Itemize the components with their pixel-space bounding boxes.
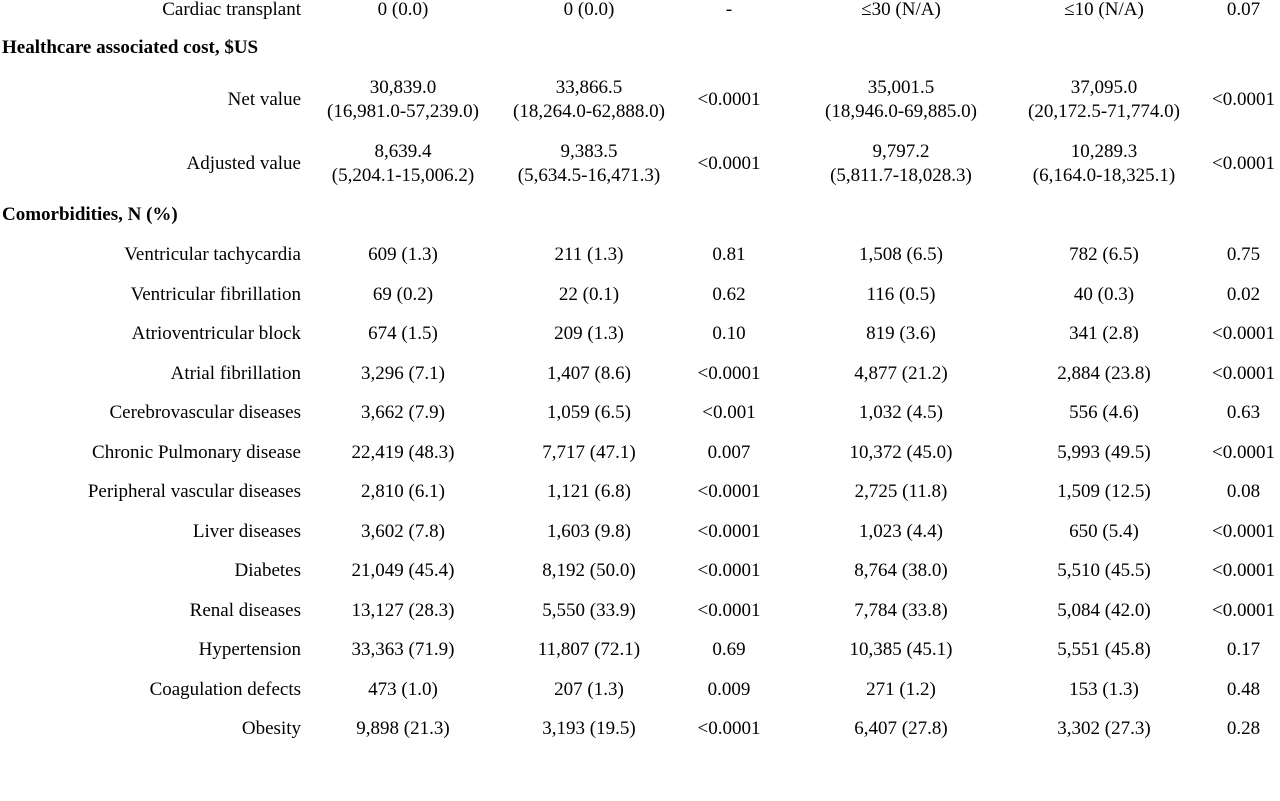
row-label: Atrial fibrillation [170, 363, 301, 384]
p-value-1-cell: 0.81 [712, 244, 746, 265]
row-renal-diseases [0, 599, 1280, 623]
row-ventricular-fibrillation [0, 283, 1280, 307]
group2-count-cell: 7,717 (47.1) [542, 442, 636, 463]
group1-count-cell: 2,810 (6.1) [361, 481, 445, 502]
p-value-2-cell: <0.0001 [1212, 89, 1275, 110]
group2-count-cell: 8,192 (50.0) [542, 560, 636, 581]
row-hypertension [0, 638, 1280, 662]
p-value-2-cell: <0.0001 [1212, 363, 1275, 384]
group4-count-cell: 3,302 (27.3) [1057, 718, 1151, 739]
row-label: Renal diseases [189, 600, 301, 621]
group3-count-cell: 10,385 (45.1) [849, 639, 953, 660]
group2-count-cell: 33,866.5 (18,264.0-62,888.0) [513, 77, 665, 122]
row-ventricular-tachycardia [0, 243, 1280, 267]
group1-count-cell: 13,127 (28.3) [351, 600, 455, 621]
group3-count-cell: 6,407 (27.8) [854, 718, 948, 739]
p-value-2-cell: 0.17 [1226, 639, 1261, 660]
row-label: Cerebrovascular diseases [109, 402, 301, 423]
p-value-2-cell: <0.0001 [1212, 442, 1275, 463]
row-peripheral-vascular-diseases [0, 480, 1280, 504]
group4-count-cell: ≤10 (N/A) [1064, 0, 1144, 20]
group4-count-cell: 5,993 (49.5) [1057, 442, 1151, 463]
group3-count-cell: 35,001.5 (18,946.0-69,885.0) [825, 77, 977, 122]
group3-count-cell: 271 (1.2) [866, 679, 936, 700]
p-value-2-cell: <0.0001 [1212, 521, 1275, 542]
p-value-1-cell: <0.0001 [697, 89, 761, 110]
row-cerebrovascular-diseases [0, 401, 1280, 425]
row-adjusted-value [0, 140, 1280, 188]
group1-count-cell: 33,363 (71.9) [351, 639, 455, 660]
p-value-1-cell: <0.001 [702, 402, 756, 423]
group1-count-cell: 0 (0.0) [377, 0, 429, 20]
group2-count-cell: 1,603 (9.8) [547, 521, 631, 542]
group1-count-cell: 21,049 (45.4) [351, 560, 455, 581]
group1-count-cell: 674 (1.5) [368, 323, 438, 344]
row-label: Hypertension [198, 639, 301, 660]
group4-count-cell: 650 (5.4) [1069, 521, 1139, 542]
group4-count-cell: 37,095.0 (20,172.5-71,774.0) [1028, 77, 1180, 122]
p-value-1-cell: <0.0001 [697, 718, 761, 739]
row-label: Atrioventricular block [131, 323, 301, 344]
group2-count-cell: 3,193 (19.5) [542, 718, 636, 739]
group1-count-cell: 30,839.0 (16,981.0-57,239.0) [327, 77, 479, 122]
row-label: Chronic Pulmonary disease [92, 442, 301, 463]
row-label: Diabetes [234, 560, 301, 581]
group4-count-cell: 5,084 (42.0) [1057, 600, 1151, 621]
group2-count-cell: 9,383.5 (5,634.5-16,471.3) [517, 141, 661, 186]
group3-count-cell: 2,725 (11.8) [854, 481, 948, 502]
p-value-2-cell: 0.75 [1226, 244, 1261, 265]
p-value-2-cell: <0.0001 [1212, 153, 1275, 174]
p-value-2-cell: 0.28 [1226, 718, 1261, 739]
group2-count-cell: 1,059 (6.5) [547, 402, 631, 423]
group3-count-cell: 1,032 (4.5) [859, 402, 943, 423]
group3-count-cell: ≤30 (N/A) [861, 0, 941, 20]
row-label: Ventricular tachycardia [124, 244, 301, 265]
group3-count-cell: 1,508 (6.5) [859, 244, 943, 265]
row-label: Liver diseases [192, 521, 301, 542]
p-value-1-cell: <0.0001 [697, 481, 761, 502]
p-value-2-cell: 0.08 [1226, 481, 1261, 502]
group3-count-cell: 9,797.2 (5,811.7-18,028.3) [830, 141, 972, 186]
row-label: Peripheral vascular diseases [87, 481, 301, 502]
group2-count-cell: 207 (1.3) [554, 679, 624, 700]
group4-count-cell: 782 (6.5) [1069, 244, 1139, 265]
p-value-1-cell: 0.10 [712, 323, 746, 344]
row-diabetes [0, 559, 1280, 583]
p-value-2-cell: 0.48 [1226, 679, 1261, 700]
group2-count-cell: 1,121 (6.8) [547, 481, 631, 502]
p-value-1-cell: 0.007 [707, 442, 751, 463]
group1-count-cell: 69 (0.2) [372, 284, 434, 305]
group4-count-cell: 2,884 (23.8) [1057, 363, 1151, 384]
p-value-2-cell: 0.63 [1226, 402, 1261, 423]
group4-count-cell: 5,510 (45.5) [1057, 560, 1151, 581]
row-label: Coagulation defects [149, 679, 301, 700]
group2-count-cell: 209 (1.3) [554, 323, 624, 344]
group2-count-cell: 5,550 (33.9) [542, 600, 636, 621]
row-obesity [0, 717, 1280, 741]
p-value-1-cell: 0.69 [712, 639, 746, 660]
group1-count-cell: 22,419 (48.3) [351, 442, 455, 463]
row-net-value [0, 76, 1280, 124]
group3-count-cell: 4,877 (21.2) [854, 363, 948, 384]
group1-count-cell: 9,898 (21.3) [356, 718, 450, 739]
row-atrial-fibrillation [0, 362, 1280, 386]
row-liver-diseases [0, 520, 1280, 544]
group1-count-cell: 609 (1.3) [368, 244, 438, 265]
row-label: Adjusted value [186, 153, 301, 174]
row-atrioventricular-block [0, 322, 1280, 346]
p-value-2-cell: <0.0001 [1212, 600, 1275, 621]
group2-count-cell: 1,407 (8.6) [547, 363, 631, 384]
group4-count-cell: 341 (2.8) [1069, 323, 1139, 344]
p-value-2-cell: <0.0001 [1212, 560, 1275, 581]
group1-count-cell: 3,662 (7.9) [361, 402, 445, 423]
group4-count-cell: 5,551 (45.8) [1057, 639, 1151, 660]
row-chronic-pulmonary-disease [0, 441, 1280, 465]
group3-count-cell: 8,764 (38.0) [854, 560, 948, 581]
row-label: Cardiac transplant [162, 0, 301, 20]
p-value-1-cell: <0.0001 [697, 363, 761, 384]
group4-count-cell: 10,289.3 (6,164.0-18,325.1) [1032, 141, 1176, 186]
section-title: Comorbidities, N (%) [2, 204, 178, 225]
p-value-1-cell: <0.0001 [697, 153, 761, 174]
group1-count-cell: 3,296 (7.1) [361, 363, 445, 384]
group4-count-cell: 556 (4.6) [1069, 402, 1139, 423]
p-value-2-cell: 0.07 [1226, 0, 1261, 20]
group1-count-cell: 3,602 (7.8) [361, 521, 445, 542]
p-value-1-cell: - [725, 0, 733, 20]
row-cardiac-transplant [0, 0, 1280, 22]
group3-count-cell: 819 (3.6) [866, 323, 936, 344]
row-coagulation-defects [0, 678, 1280, 702]
p-value-1-cell: <0.0001 [697, 521, 761, 542]
p-value-2-cell: 0.02 [1226, 284, 1261, 305]
group1-count-cell: 473 (1.0) [368, 679, 438, 700]
section-comorbidities [0, 203, 1280, 227]
group4-count-cell: 40 (0.3) [1073, 284, 1135, 305]
group1-count-cell: 8,639.4 (5,204.1-15,006.2) [331, 141, 475, 186]
group4-count-cell: 1,509 (12.5) [1057, 481, 1151, 502]
p-value-2-cell: <0.0001 [1212, 323, 1275, 344]
section-healthcare-cost [0, 36, 1280, 60]
group3-count-cell: 116 (0.5) [866, 284, 936, 305]
group3-count-cell: 7,784 (33.8) [854, 600, 948, 621]
group2-count-cell: 211 (1.3) [554, 244, 624, 265]
row-label: Ventricular fibrillation [130, 284, 301, 305]
p-value-1-cell: <0.0001 [697, 600, 761, 621]
group4-count-cell: 153 (1.3) [1069, 679, 1139, 700]
p-value-1-cell: <0.0001 [697, 560, 761, 581]
group3-count-cell: 10,372 (45.0) [849, 442, 953, 463]
group3-count-cell: 1,023 (4.4) [859, 521, 943, 542]
row-label: Obesity [241, 718, 301, 739]
p-value-1-cell: 0.009 [707, 679, 751, 700]
row-label: Net value [227, 89, 301, 110]
group2-count-cell: 0 (0.0) [563, 0, 615, 20]
group2-count-cell: 22 (0.1) [558, 284, 620, 305]
group2-count-cell: 11,807 (72.1) [537, 639, 641, 660]
p-value-1-cell: 0.62 [712, 284, 746, 305]
section-title: Healthcare associated cost, $US [2, 37, 259, 58]
